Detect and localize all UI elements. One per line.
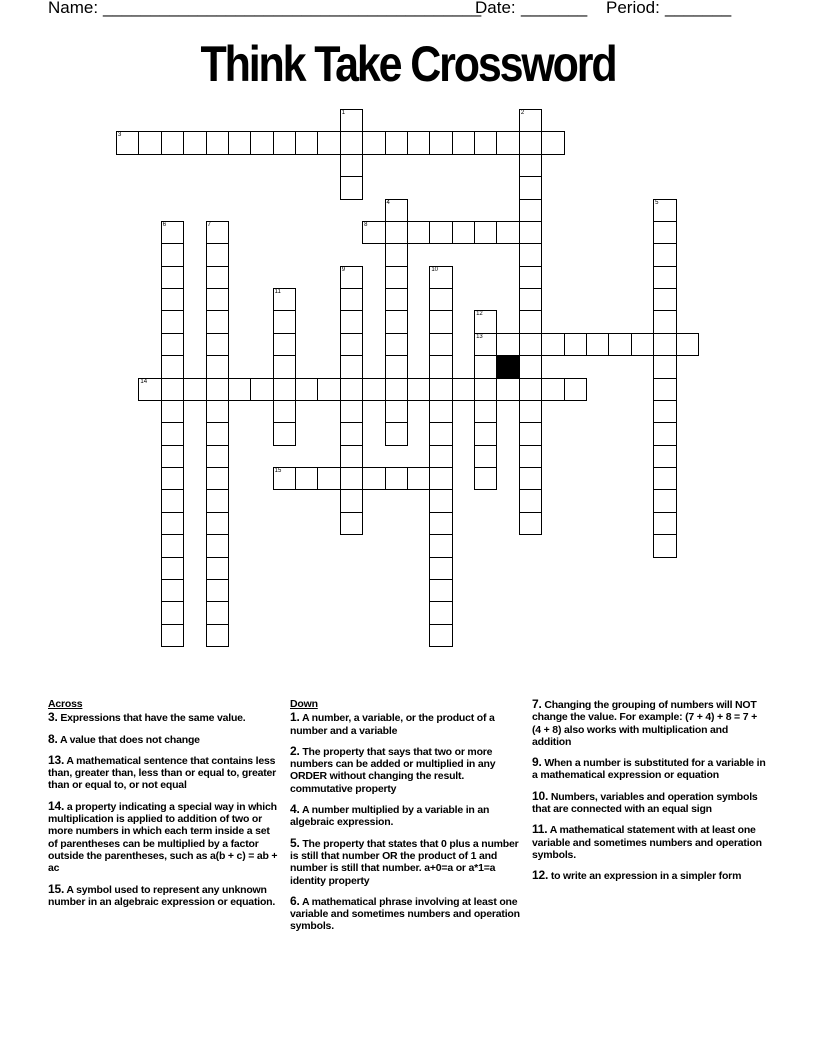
crossword-cell[interactable]: [340, 266, 363, 289]
clue-across-8: 8. A value that does not change: [48, 731, 200, 746]
crossword-cell[interactable]: [228, 131, 251, 154]
crossword-cell[interactable]: [362, 467, 385, 490]
crossword-cell[interactable]: [206, 512, 229, 535]
down-clues-continued: [532, 698, 768, 891]
crossword-cell[interactable]: [429, 624, 452, 647]
date-field-line[interactable]: _______: [521, 0, 588, 17]
crossword-cell[interactable]: [161, 243, 184, 266]
crossword-cell[interactable]: [429, 266, 452, 289]
crossword-cell[interactable]: [161, 400, 184, 423]
crossword-cell[interactable]: [340, 422, 363, 445]
crossword-cell[interactable]: [340, 131, 363, 154]
crossword-cell[interactable]: [474, 467, 497, 490]
crossword-cell[interactable]: [183, 131, 206, 154]
clue-number-label: 10: [431, 266, 438, 273]
crossword-cell[interactable]: [519, 422, 542, 445]
crossword-cell[interactable]: [653, 266, 676, 289]
crossword-cell[interactable]: [429, 601, 452, 624]
crossword-cell[interactable]: [429, 333, 452, 356]
clue-number-label: 15: [274, 468, 282, 475]
crossword-cell[interactable]: [206, 243, 229, 266]
crossword-cell[interactable]: [608, 333, 631, 356]
crossword-cell[interactable]: [474, 333, 497, 356]
crossword-cell[interactable]: [452, 378, 475, 401]
crossword-cell[interactable]: [429, 445, 452, 468]
crossword-cell[interactable]: [183, 378, 206, 401]
crossword-cell[interactable]: [676, 333, 699, 356]
crossword-cell[interactable]: [273, 467, 296, 490]
crossword-cell[interactable]: [519, 288, 542, 311]
crossword-cell[interactable]: [452, 221, 475, 244]
crossword-cell[interactable]: [653, 489, 676, 512]
crossword-cell[interactable]: [429, 131, 452, 154]
crossword-cell[interactable]: [116, 131, 139, 154]
crossword-cell[interactable]: [385, 378, 408, 401]
crossword-cell[interactable]: [206, 624, 229, 647]
crossword-cell[interactable]: [362, 221, 385, 244]
crossword-cell[interactable]: [385, 288, 408, 311]
crossword-cell[interactable]: [496, 333, 519, 356]
crossword-cell[interactable]: [340, 400, 363, 423]
crossword-cell[interactable]: [519, 400, 542, 423]
clue-down-2: 2. The property that says that two or more numbers can be added or multiplied in any ORDER without changing the result. commutative property: [290, 743, 496, 795]
clue-number-label: 8: [364, 221, 368, 228]
crossword-cell[interactable]: [273, 310, 296, 333]
crossword-cell[interactable]: [161, 467, 184, 490]
crossword-cell[interactable]: [295, 467, 318, 490]
period-field-line[interactable]: _______: [665, 0, 732, 17]
crossword-cell[interactable]: [474, 445, 497, 468]
crossword-cell[interactable]: [385, 221, 408, 244]
crossword-cell[interactable]: [295, 131, 318, 154]
crossword-cell[interactable]: [519, 266, 542, 289]
crossword-cell[interactable]: [653, 199, 676, 222]
crossword-cell[interactable]: [206, 601, 229, 624]
clue-number-label: 3: [118, 132, 122, 139]
crossword-cell[interactable]: [273, 333, 296, 356]
crossword-cell[interactable]: [653, 512, 676, 535]
crossword-cell[interactable]: [429, 467, 452, 490]
crossword-cell[interactable]: [161, 310, 184, 333]
clue-number-label: 13: [476, 333, 483, 340]
date-label: Date:: [475, 0, 516, 17]
clue-down-9: 9. When a number is substituted for a variable in a mathematical expression or equation: [532, 755, 766, 782]
crossword-cell[interactable]: [362, 378, 385, 401]
crossword-cell[interactable]: [206, 467, 229, 490]
clue-down-4: 4. A number multiplied by a variable in an algebraic expression.: [290, 802, 490, 829]
black-square: [496, 355, 519, 378]
name-field-line[interactable]: ________________________________________: [103, 0, 482, 17]
crossword-cell[interactable]: [429, 422, 452, 445]
crossword-cell[interactable]: [653, 422, 676, 445]
clue-number-label: 4: [386, 199, 390, 206]
crossword-cell[interactable]: [340, 445, 363, 468]
crossword-cell[interactable]: [653, 310, 676, 333]
crossword-cell[interactable]: [429, 355, 452, 378]
clue-number-label: 11: [274, 289, 281, 296]
crossword-cell[interactable]: [340, 288, 363, 311]
crossword-cell[interactable]: [541, 131, 564, 154]
crossword-cell[interactable]: [340, 489, 363, 512]
crossword-cell[interactable]: [273, 355, 296, 378]
crossword-cell[interactable]: [161, 601, 184, 624]
crossword-cell[interactable]: [474, 422, 497, 445]
clue-down-5: 5. The property that states that 0 plus a number is still that number OR the product of 1 and number is still that number. a+0=a or a*1=a identity property: [290, 835, 519, 887]
clue-number-label: 2: [520, 110, 525, 116]
crossword-cell[interactable]: [340, 467, 363, 490]
crossword-cell[interactable]: [385, 266, 408, 289]
crossword-cell[interactable]: [206, 310, 229, 333]
crossword-cell[interactable]: [161, 445, 184, 468]
clue-across-3: 3. Expressions that have the same value.: [48, 710, 246, 725]
crossword-cell[interactable]: [429, 221, 452, 244]
crossword-cell[interactable]: [138, 131, 161, 154]
crossword-cell[interactable]: [429, 534, 452, 557]
crossword-cell[interactable]: [496, 221, 519, 244]
crossword-cell[interactable]: [295, 378, 318, 401]
crossword-cell[interactable]: [317, 131, 340, 154]
crossword-cell[interactable]: [161, 131, 184, 154]
name-label: Name:: [48, 0, 99, 17]
crossword-cell[interactable]: [273, 400, 296, 423]
crossword-cell[interactable]: [206, 288, 229, 311]
crossword-cell[interactable]: [474, 378, 497, 401]
crossword-cell[interactable]: [429, 378, 452, 401]
crossword-cell[interactable]: [385, 355, 408, 378]
crossword-cell[interactable]: [474, 355, 497, 378]
crossword-cell[interactable]: [407, 221, 430, 244]
crossword-cell[interactable]: [385, 310, 408, 333]
crossword-cell[interactable]: [385, 422, 408, 445]
crossword-cell[interactable]: [206, 355, 229, 378]
crossword-cell[interactable]: [138, 378, 161, 401]
crossword-cell[interactable]: [161, 333, 184, 356]
crossword-cell[interactable]: [161, 378, 184, 401]
crossword-cell[interactable]: [206, 579, 229, 602]
crossword-cell[interactable]: [161, 557, 184, 580]
crossword-cell[interactable]: [161, 266, 184, 289]
crossword-cell[interactable]: [653, 333, 676, 356]
page-title: Think Take Crossword: [200, 36, 616, 92]
clue-number-label: 7: [207, 221, 211, 228]
crossword-cell[interactable]: [653, 445, 676, 468]
crossword-cell[interactable]: [653, 400, 676, 423]
crossword-cell[interactable]: [206, 131, 229, 154]
crossword-cell[interactable]: [429, 400, 452, 423]
clue-number-label: 5: [655, 199, 659, 206]
crossword-cell[interactable]: [385, 131, 408, 154]
crossword-cell[interactable]: [653, 534, 676, 557]
clue-down-1: 1. A number, a variable, or the product of a number and a variable: [290, 710, 495, 737]
crossword-cell[interactable]: [519, 512, 542, 535]
clue-down-11: 11. A mathematical statement with at least one variable and sometimes numbers and operation symbols.: [532, 822, 762, 861]
crossword-cell[interactable]: [653, 378, 676, 401]
crossword-cell[interactable]: [206, 378, 229, 401]
crossword-cell[interactable]: [519, 489, 542, 512]
across-heading: Across: [48, 698, 83, 710]
period-label: Period:: [606, 0, 660, 17]
down-heading: Down: [290, 698, 318, 710]
crossword-cell[interactable]: [586, 333, 609, 356]
crossword-cell[interactable]: [519, 176, 542, 199]
down-clues: [290, 698, 522, 941]
clue-number-label: 12: [476, 311, 483, 318]
crossword-cell[interactable]: [407, 131, 430, 154]
crossword-cell[interactable]: [519, 199, 542, 222]
crossword-cell[interactable]: [474, 131, 497, 154]
crossword-cell[interactable]: [206, 445, 229, 468]
crossword-cell[interactable]: [429, 579, 452, 602]
crossword-cell[interactable]: [496, 378, 519, 401]
crossword-cell[interactable]: [206, 534, 229, 557]
crossword-cell[interactable]: [541, 333, 564, 356]
crossword-cell[interactable]: [340, 512, 363, 535]
crossword-cell[interactable]: [273, 422, 296, 445]
crossword-cell[interactable]: [429, 557, 452, 580]
clue-number-label: 6: [162, 221, 167, 228]
crossword-cell[interactable]: [340, 378, 363, 401]
crossword-cell[interactable]: [519, 221, 542, 244]
crossword-cell[interactable]: [519, 154, 542, 177]
crossword-cell[interactable]: [161, 512, 184, 535]
clue-across-15: 15. A symbol used to represent any unknown number in an algebraic expression or equation.: [48, 881, 276, 908]
crossword-cell[interactable]: [161, 489, 184, 512]
clue-down-7: 7. Changing the grouping of numbers will NOT change the value. For example: (7 + 4) + 8 = 7 + (4 + 8) also works with multiplication and addition: [532, 697, 757, 748]
crossword-cell[interactable]: [161, 288, 184, 311]
clue-number-label: 14: [140, 378, 148, 385]
crossword-cell[interactable]: [653, 355, 676, 378]
crossword-cell[interactable]: [653, 221, 676, 244]
crossword-cell[interactable]: [161, 579, 184, 602]
crossword-cell[interactable]: [519, 243, 542, 266]
crossword-cell[interactable]: [519, 378, 542, 401]
crossword-cell[interactable]: [541, 378, 564, 401]
crossword-cell[interactable]: [519, 109, 542, 132]
clue-across-14: 14. a property indicating a special way in which multiplication is applied to addition of two or more numbers in which each term inside a set of parentheses can be multiplied by a factor outside the parentheses, such as a(b + c) = ab + ac: [48, 798, 278, 875]
crossword-cell[interactable]: [385, 467, 408, 490]
crossword-cell[interactable]: [519, 467, 542, 490]
crossword-cell[interactable]: [273, 288, 296, 311]
crossword-cell[interactable]: [653, 243, 676, 266]
crossword-cell[interactable]: [273, 131, 296, 154]
crossword-cell[interactable]: [206, 266, 229, 289]
crossword-cell[interactable]: [407, 467, 430, 490]
crossword-cell[interactable]: [519, 445, 542, 468]
crossword-cell[interactable]: [161, 221, 184, 244]
crossword-cell[interactable]: [161, 624, 184, 647]
across-clues: [48, 698, 280, 916]
crossword-cell[interactable]: [519, 333, 542, 356]
clue-number-label: 1: [341, 110, 346, 116]
clue-across-13: 13. A mathematical sentence that contains less than, greater than, less than or equal to, greater than or equal to, or not equal: [48, 752, 277, 792]
crossword-cell[interactable]: [206, 489, 229, 512]
crossword-cell[interactable]: [474, 400, 497, 423]
crossword-cell[interactable]: [407, 378, 430, 401]
crossword-cell[interactable]: [496, 131, 519, 154]
crossword-cell[interactable]: [340, 355, 363, 378]
clue-down-10: 10. Numbers, variables and operation symbols that are connected with an equal sign: [532, 788, 758, 816]
crossword-cell[interactable]: [653, 288, 676, 311]
crossword-cell[interactable]: [474, 221, 497, 244]
crossword-cell[interactable]: [340, 176, 363, 199]
crossword-cell[interactable]: [161, 355, 184, 378]
crossword-cell[interactable]: [362, 131, 385, 154]
clue-number-label: 9: [341, 266, 346, 273]
crossword-cell[interactable]: [385, 333, 408, 356]
crossword-cell[interactable]: [228, 378, 251, 401]
crossword-cell[interactable]: [273, 378, 296, 401]
crossword-cell[interactable]: [429, 512, 452, 535]
crossword-cell[interactable]: [317, 467, 340, 490]
crossword-cell[interactable]: [161, 422, 184, 445]
crossword-cell[interactable]: [206, 400, 229, 423]
crossword-cell[interactable]: [206, 422, 229, 445]
crossword-cell[interactable]: [206, 557, 229, 580]
crossword-cell[interactable]: [519, 355, 542, 378]
crossword-cell[interactable]: [317, 378, 340, 401]
crossword-cell[interactable]: [429, 288, 452, 311]
crossword-cell[interactable]: [564, 333, 587, 356]
crossword-cell[interactable]: [340, 333, 363, 356]
crossword-cell[interactable]: [340, 109, 363, 132]
crossword-cell[interactable]: [564, 378, 587, 401]
crossword-cell[interactable]: [250, 378, 273, 401]
crossword-cell[interactable]: [429, 489, 452, 512]
crossword-cell[interactable]: [385, 199, 408, 222]
crossword-cell[interactable]: [631, 333, 654, 356]
crossword-cell[interactable]: [161, 534, 184, 557]
crossword-cell[interactable]: [474, 310, 497, 333]
crossword-cell[interactable]: [429, 310, 452, 333]
clue-down-12: 12. to write an expression in a simpler form: [532, 868, 742, 883]
crossword-cell[interactable]: [653, 467, 676, 490]
crossword-cell[interactable]: [340, 154, 363, 177]
crossword-cell[interactable]: [206, 333, 229, 356]
crossword-cell[interactable]: [519, 131, 542, 154]
crossword-cell[interactable]: [519, 310, 542, 333]
crossword-cell[interactable]: [340, 310, 363, 333]
crossword-cell[interactable]: [206, 221, 229, 244]
crossword-cell[interactable]: [452, 131, 475, 154]
crossword-cell[interactable]: [250, 131, 273, 154]
clue-down-6: 6. A mathematical phrase involving at least one variable and sometimes numbers and operation symbols.: [290, 893, 520, 933]
crossword-cell[interactable]: [385, 243, 408, 266]
crossword-cell[interactable]: [385, 400, 408, 423]
